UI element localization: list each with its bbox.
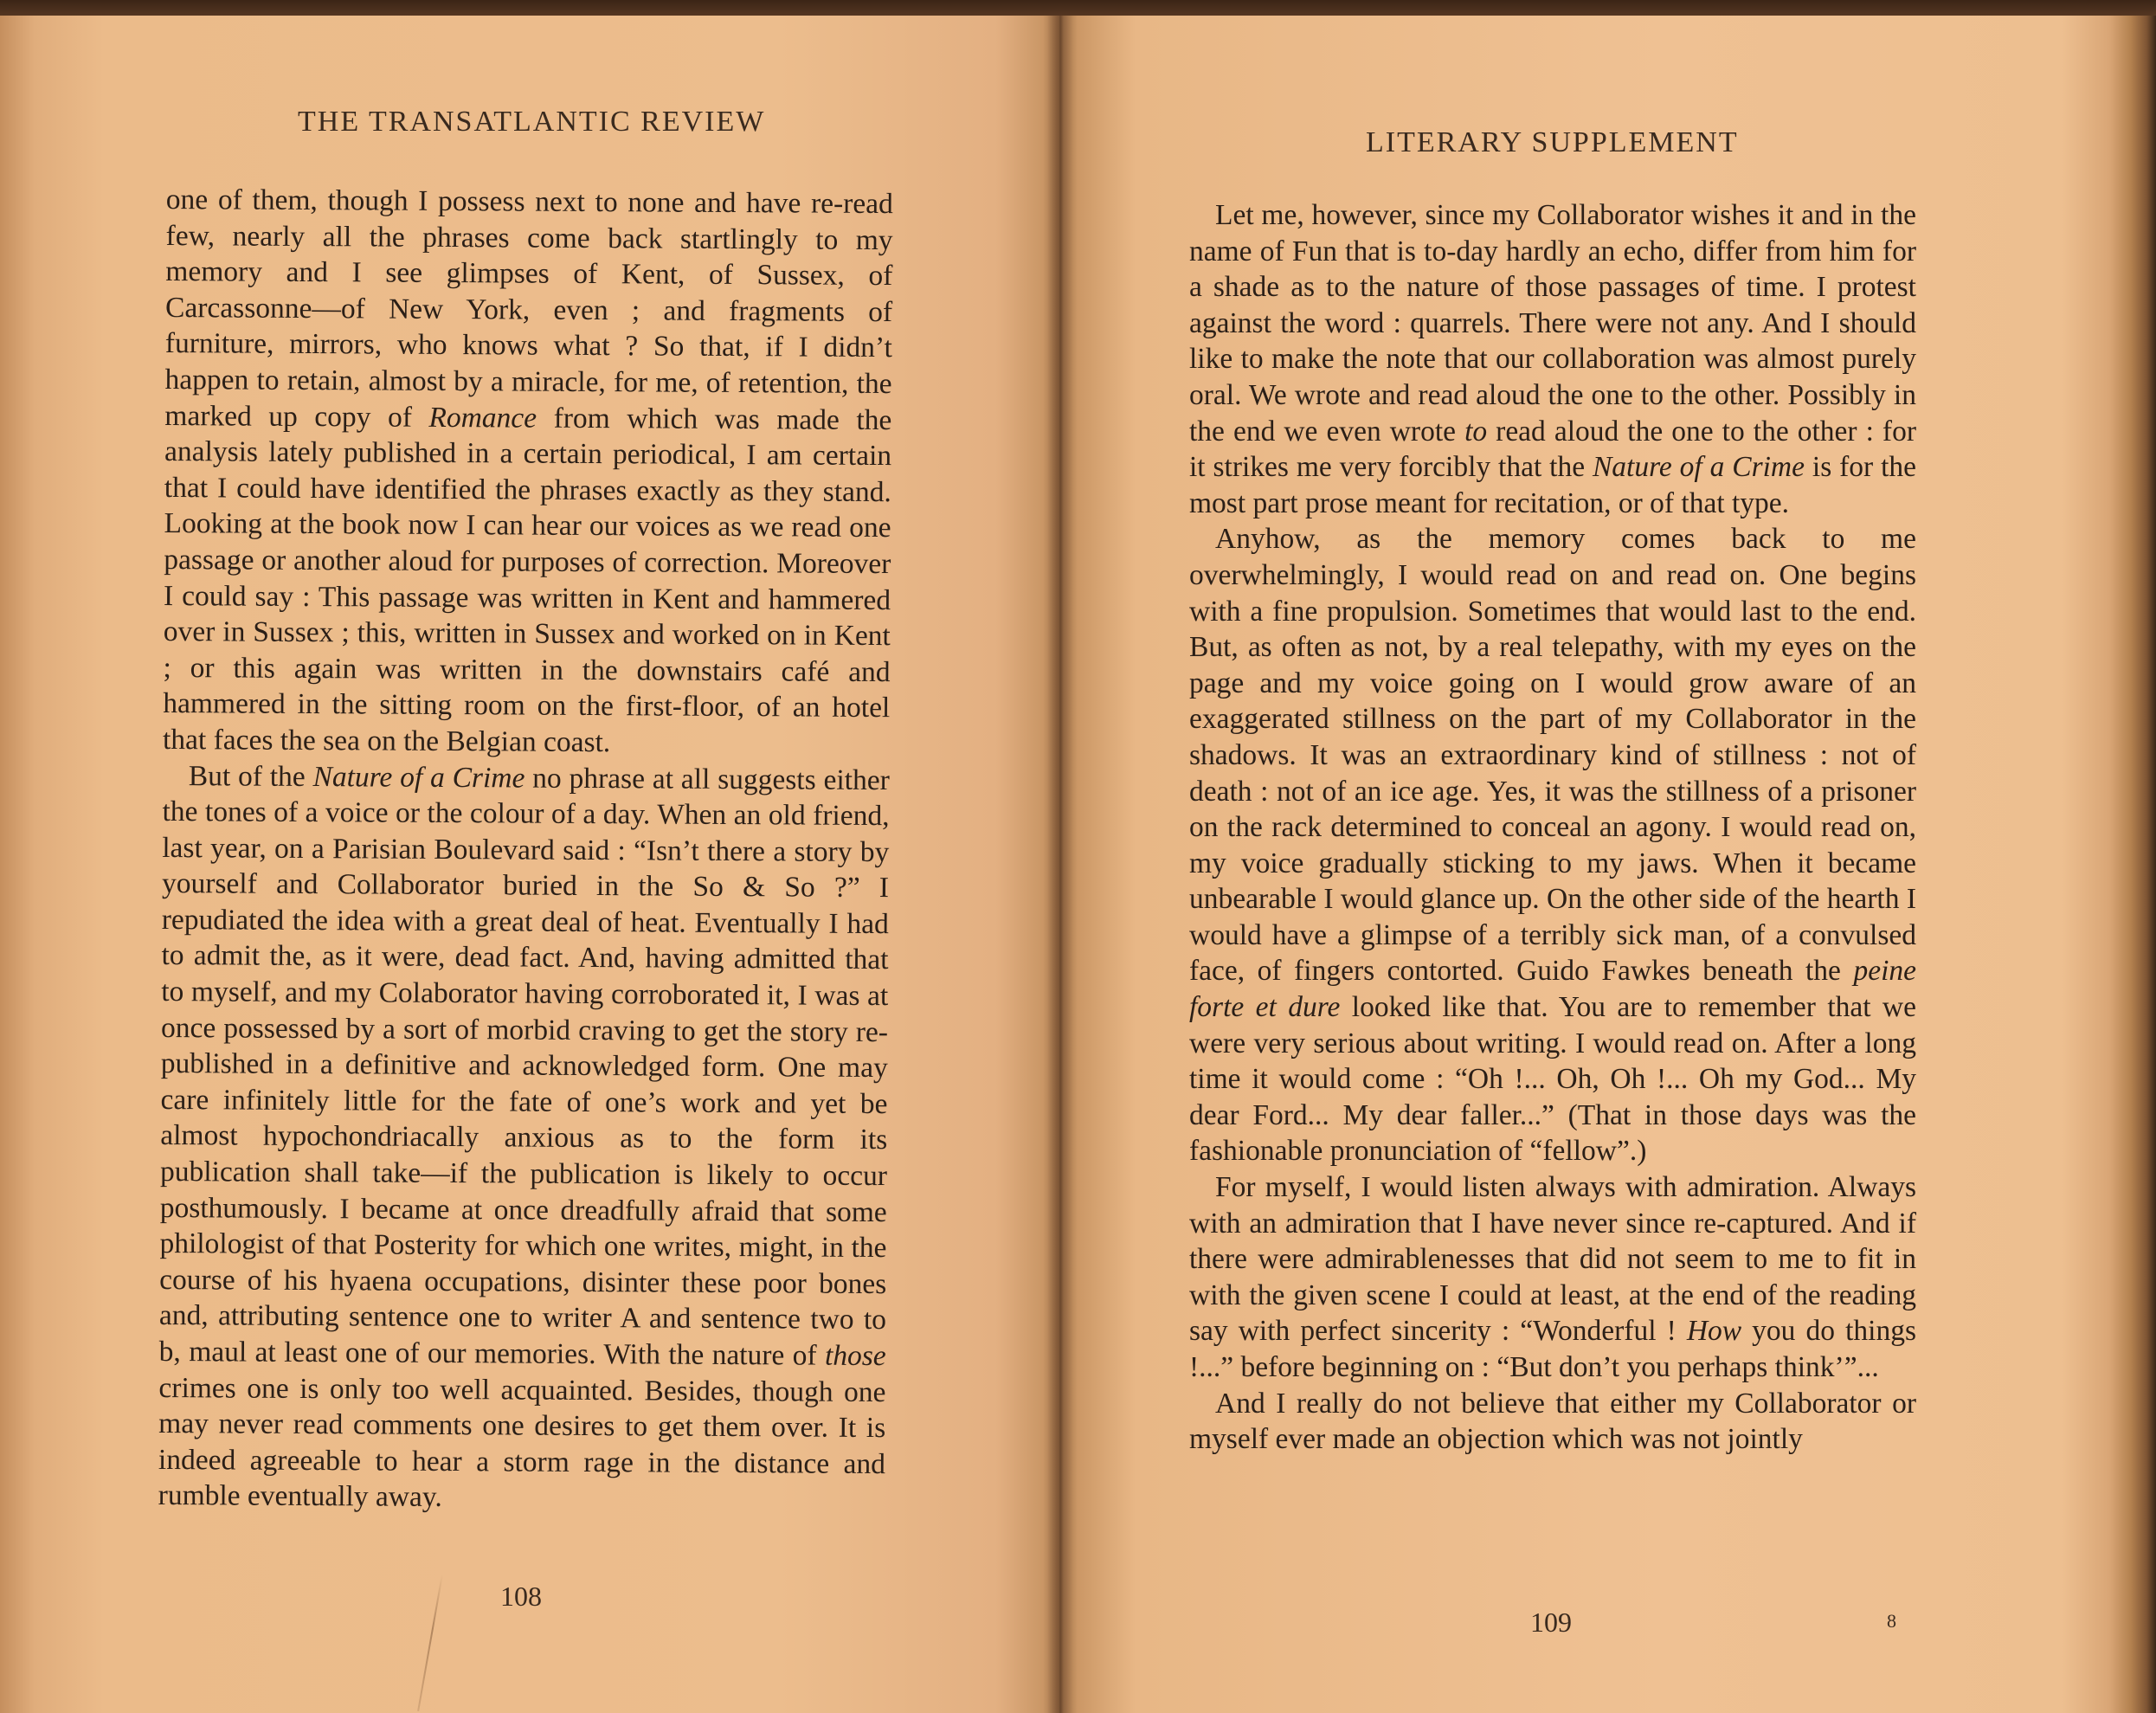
paragraph bbox=[1189, 521, 1916, 1169]
text-run: one of them, though I possess next to none and have re-read few, nearly all the phrases come back startlingly to my memory and I see glimpses of Kent, of Sussex, of Carcassonne—of New York, even ; and fragments of furniture, mirrors, who knows what ? So that, if I didn’t happen to retain, almost by a miracle, for me, of retention, the marked up copy of bbox=[164, 183, 893, 434]
paragraph bbox=[1189, 1169, 1916, 1386]
text-run: For myself, I would listen always with admiration. Always with an admiration that I have never since re-captured. And if there were admirablenesses that did not seem to me to fit in with the given scene I could at least, at the end of the reading say with perfect sincerity : “Wonderful ! bbox=[1189, 1171, 1916, 1348]
italic-title: Nature of a Crime bbox=[1592, 451, 1805, 484]
left-page bbox=[0, 16, 1058, 1713]
italic-emphasis: How bbox=[1686, 1315, 1742, 1348]
text-run: no phrase at all suggests either the tones of a voice or the colour of a day. When an old friend, last year, on a Parisian Boulevard said : “Isn’t there a story by yourself and Collaborator buried in the So & So ?” I repudiated the idea with a great deal of heat. Eventually I had to admit the, as it were, dead fact. And, having admitted that to myself, and my Colaborator having corroborated it, I was at once possessed by a sort of morbid craving to get the story re-published in a definitive and acknowledged form. One may care infinitely little for the fate of one’s work and yet be almost hypochondriacally anxious as to the form its publication shall take—if the publication is likely to occur posthumously. I became at once dreadfully afraid that some philologist of that Posterity for which one writes, might, in the course of his hyaena occupations, disinter these poor bones and, attributing sentence one to writer A and sentence two to b, maul at least one of our memories. With the nature of bbox=[158, 762, 890, 1372]
text-run: And I really do not believe that either my Collaborator or myself ever made an objection which was not jointly bbox=[1189, 1387, 1916, 1456]
text-run: Anyhow, as the memory comes back to me overwhelmingly, I would read on and read on. One begins with a fine propulsion. Sometimes that would last to the end. But, as often as not, by a real telepathy, with my eyes on the page and my voice going on I would grow aware of an exaggerated stillness on the part of my Collaborator in the shadows. It was an extraordinary kind of stillness : not of death : not of an ice age. Yes, it was the stillness of a prisoner on the rack determined to conceal an agony. I would read on, my voice gradually sticking to my jaws. When it became unbearable I would glance up. On the other side of the hearth I would have a glimpse of a terribly sick man, of a convulsed face, of fingers contorted. Guido Fawkes beneath the bbox=[1189, 523, 1916, 988]
gutter-shadow bbox=[1043, 16, 1078, 1713]
paragraph bbox=[158, 757, 890, 1518]
paragraph bbox=[163, 182, 893, 763]
text-run: looked like that. You are to remember that we were very serious about writing. I would read on. After a long time it would come : “Oh !... Oh, Oh !... Oh my God... My dear Ford... My dear faller...” (That in those days was the fashionable pronunciation of “fellow”.) bbox=[1189, 991, 1916, 1168]
paragraph bbox=[1189, 197, 1916, 521]
text-run: But of the bbox=[188, 759, 313, 793]
text-run: crimes one is only too well acquainted. Besides, though one may never read comments one desires to get them over. It is indeed agreeable to hear a storm rage in the distance and rumble eventually away. bbox=[158, 1371, 886, 1514]
paper-crease bbox=[417, 1575, 443, 1711]
italic-title: Nature of a Crime bbox=[312, 760, 525, 795]
signature-mark: 8 bbox=[1887, 1610, 1896, 1632]
right-page bbox=[1058, 16, 2156, 1713]
paragraph bbox=[1189, 1386, 1916, 1458]
italic-emphasis: to bbox=[1464, 415, 1488, 448]
text-run: Let me, however, since my Collaborator wishes it and in the name of Fun that is to-day hardly an echo, differ from him for a shade as to the nature of those passages of time. I protest against the word : quarrels. There were not any. And I should like to make the note that our collaboration was almost purely oral. We wrote and read aloud the one to the other. Possibly in the end we even wrote bbox=[1189, 199, 1916, 448]
page-number: 109 bbox=[1530, 1607, 1572, 1638]
running-head: LITERARY SUPPLEMENT bbox=[1366, 126, 1739, 158]
body-text bbox=[158, 182, 893, 1518]
running-head: THE TRANSATLANTIC REVIEW bbox=[298, 106, 766, 138]
text-run: is for the most part prose meant for recitation, or of that type. bbox=[1189, 451, 1916, 519]
italic-phrase: peine forte et dure bbox=[1189, 955, 1916, 1024]
text-run: from which was made the analysis lately published in a certain periodical, I am certain that I could have identified the phrases exactly as they stand. Looking at the book now I can hear our voices as we read one passage or another aloud for purposes of correction. Moreover I could say : This passage was written in Kent and hammered over in Sussex ; this, written in Sussex and worked on in Kent ; or this again was written in the downstairs café and hammered in the sitting room on the first-floor, of an hotel that faces the sea on the Belgian coast. bbox=[162, 402, 892, 759]
italic-title: Romance bbox=[428, 401, 537, 435]
page-number: 108 bbox=[500, 1581, 542, 1612]
body-text bbox=[1189, 197, 1916, 1458]
italic-emphasis: those bbox=[824, 1339, 886, 1373]
text-run: read aloud the one to the other : for it strikes me very forcibly that the bbox=[1189, 415, 1916, 484]
text-run: you do things !...” before beginning on : “But don’t you perhaps think’”... bbox=[1189, 1315, 1916, 1383]
